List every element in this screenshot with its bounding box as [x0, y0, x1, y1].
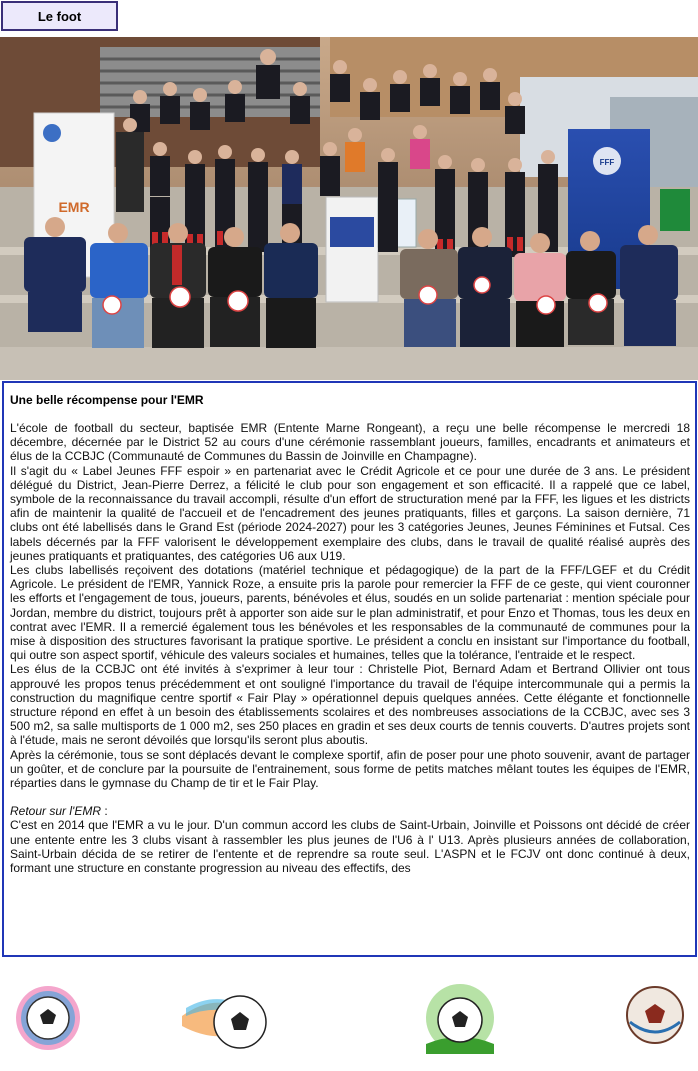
team-photo	[0, 37, 698, 380]
article	[2, 381, 697, 957]
article-paragraph: Les élus de la CCBJC ont été invités à s'exprimer à leur tour : Christelle Piot, Bernard Adam et Bertrand Ollivier ont tous approuvé les propos tenus précédemment et ont souligné l'importance du travail de l'équipe intercommunale qui a permis la construction du magnifique centre sportif « Fair Play » opérationnel depuis quelques années. Cette élégante et fonctionnelle structure répond en effet à un besoin des établissements scolaires et des nombreuses associations de la CCBJC, avec ses 3 500 m2, sa salle multisports de 1 000 m2, ses 250 places en gradin et ses deux courts de tennis couverts. D'autres projets sont à l'étude, mais ne seront dévoilés que lorsqu'ils seront plus aboutis.	[10, 662, 690, 748]
soccer-ball-icon	[180, 986, 270, 1056]
soccer-ball-icon	[420, 982, 500, 1058]
soccer-ball-icon	[622, 982, 688, 1048]
article-paragraph: Il s'agit du « Label Jeunes FFF espoir » en partenariat avec le Crédit Agricole et ce pour une durée de 3 ans. Le président délégué du District, Jean-Pierre Derrez, a félicité le club pour son engagement et son efficacité. Il a rappelé que ce label, symbole de la reconnaissance du travail accompli, résulte d'un effort de structuration mené par la FFF, les ligues et les districts afin de maintenir la qualité de l'accueil et de l'encadrement des jeunes pratiquants, filles et garçons. La saison dernière, 71 clubs ont été labellisés dans le Grand Est (période 2024-2027) pour les 3 catégories Jeunes, Jeunes Féminines et Futsal. Ces labels décernés par la FFF valorisent le développement exemplaire des clubs, dans le travail de qualité réalisé auprès des jeunes pratiquants et pratiquantes, des catégories U6 aux U19.	[10, 463, 690, 563]
history-heading-text: Retour sur l'EMR	[10, 804, 101, 819]
article-paragraph: Après la cérémonie, tous se sont déplacés devant le complexe sportif, afin de poser pour une photo souvenir, avant de partager un goûter, et de conclure par la poursuite de l'entrainement, sous forme de petits matches mêlant toutes les équipes de l'EMR, réparties dans le gymnase du Champ de tir et le Fair Play.	[10, 747, 690, 791]
svg-text:EMR: EMR	[58, 199, 90, 215]
history-heading-suffix: :	[100, 804, 108, 819]
article-title: Une belle récompense pour l'EMR	[10, 393, 204, 407]
decoration-row	[0, 980, 698, 1065]
history-heading	[10, 804, 690, 818]
section-tag: Le foot	[1, 1, 118, 31]
soccer-ball-icon	[12, 980, 84, 1056]
article-paragraph: L'école de football du secteur, baptisée EMR (Entente Marne Rongeant), a reçu une belle récompense le mercredi 18 décembre, décernée par le District 52 au cours d'une cérémonie rassemblant joueurs, familles, encadrants et animateurs et élus de la CCBJC (Communauté de Communes du Bassin de Joinville en Champagne).	[10, 421, 690, 464]
history-paragraph: C'est en 2014 que l'EMR a vu le jour. D'un commun accord les clubs de Saint-Urbain, Joinville et Poissons ont décidé de créer une entente entre les 3 clubs visant à rassembler les plus jeunes de l'U6 à l' U13. Après plusieurs années de collaboration, Saint-Urbain décida de se retirer de l'entente et de reprendre sa route seul. L'ASPN et le FCJV ont donc continué à deux, formant une structure en constante progression au niveau des effectifs, des	[10, 818, 690, 876]
article-paragraph: Les clubs labellisés reçoivent des dotations (matériel technique et pédagogique) de la part de la FFF/LGEF et du Crédit Agricole. Le président de l'EMR, Yannick Roze, a ensuite pris la parole pour remercier la FFF de ce geste, qui vient couronner les efforts et l'engagement de tous, joueurs, parents, bénévoles et élus, soudés en un solide partenariat : mention spéciale pour Jordan, membre du district, toujours prêt à apporter son aide sur le plan administratif, et pour Enzo et Thomas, tous les deux en contrat avec l'EMR. Il a remercié également tous les bénévoles et les responsables de la communauté de communes pour la mise à disposition des structures favorisant la pratique sportive. Le président a conclu en insistant sur l'importance du football, qui outre son aspect sportif, véhicule des valeurs sociales et humaines, telles que la tolérance, l'entraide et le respect.	[10, 563, 690, 663]
svg-text:FFF: FFF	[599, 158, 615, 167]
